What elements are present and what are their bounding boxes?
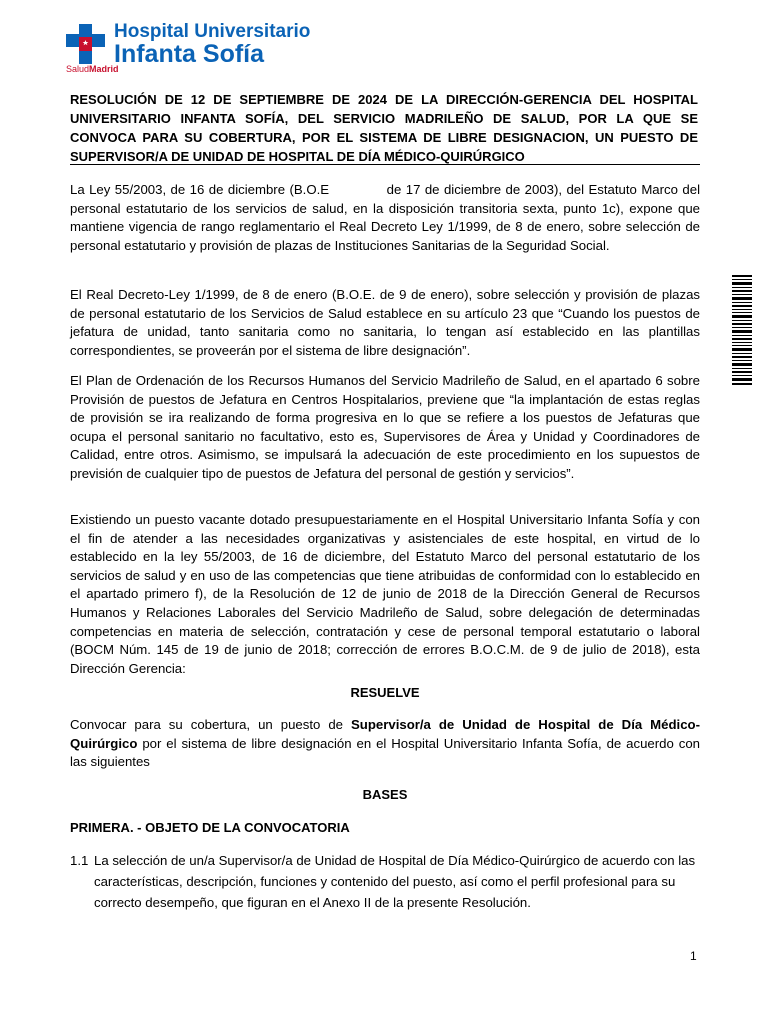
- paragraph-ley-55-2003: La Ley 55/2003, de 16 de diciembre (B.O.E de 17 de diciembre de 2003), del Estatuto Marco del personal estatutario de los servicios de salud, en la disposición transitoria sexta, punto 1c), expone que mantiene vigencia de rango reglamentario el Real Decreto Ley 1/1999, de 8 de enero, sobre selección de personal estatutario y provisión de plazas de Instituciones Sanitarias de la Seguridad Social.: [70, 182, 704, 253]
- resolution-title: RESOLUCIÓN DE 12 DE SEPTIEMBRE DE 2024 DE LA DIRECCIÓN-GERENCIA DEL HOSPITAL UNIVERSITARIO INFANTA SOFÍA, DEL SERVICIO MADRILEÑO DE SALUD, POR LA QUE SE CONVOCA PARA SU COBERTURA, POR EL SISTEMA DE LIBRE DESIGNACION, UN PUESTO DE SUPERVISOR/A DE UNIDAD DE HOSPITAL DE DÍA MÉDICO-QUIRÚRGICO: [70, 92, 698, 164]
- hospital-name-line2: Infanta Sofía: [114, 40, 265, 68]
- list-item: [70, 850, 700, 913]
- bases-heading: BASES: [362, 787, 408, 802]
- hospital-logo: [66, 21, 346, 74]
- item-number: 1.1: [70, 853, 89, 868]
- salud-madrid-cross-icon: [66, 24, 106, 64]
- page-number: 1: [690, 949, 697, 963]
- paragraph-plan-ordenacion: El Plan de Ordenación de los Recursos Humanos del Servicio Madrileño de Salud, en el apartado 6 sobre Provisión de puestos de Jefatura en Centros Hospitalarios, previene que “la implantación de estas reglas de provisión se ira realizando de forma progresiva en lo que se refiere a los puestos de Jefaturas que ocupa el personal sanitario no facultativo, esto es, Supervisores de Área y Unidad y Coordinadores de Calidad, entre otros. Asimismo, se impulsará la adecuación de este procedimiento en los supuestos de previsión de cualquier tipo de puestos de Jefatura del personal de gestión y servicios”.: [70, 373, 700, 481]
- item-text: La selección de un/a Supervisor/a de Unidad de Hospital de Día Médico-Quirúrgico de acuerdo con las características, descripción, funciones y contenido del puesto, así como el perfil profesional para su correcto desempeño, que figuran en el Anexo II de la presente Resolución.: [94, 853, 696, 910]
- paragraph-existiendo: Existiendo un puesto vacante dotado presupuestariamente en el Hospital Universitario Infanta Sofía y con el fin de atender a las necesidades organizativas y asistenciales de este hospital, en virtud de lo establecido en la ley 55/2003, de 16 de diciembre, del Estatuto Marco del personal estatutario de los servicios de salud y en uso de las competencias que tiene atribuidas de conformidad con lo establecido en el apartado primero f), de la Resolución de 12 de junio de 2018 de la Dirección General de Recursos Humanos y Relaciones Laborales del Servicio Madrileño de Salud, sobre delegación de determinadas competencias en materia de selección, contratación y cese de personal temporal estatutario o laboral (BOCM Núm. 145 de 19 de junio de 2018; corrección de errores B.O.C.M. de 9 de julio de 2018), esta Dirección Gerencia:: [70, 512, 700, 676]
- section-primera-heading: PRIMERA. - OBJETO DE LA CONVOCATORIA: [70, 820, 350, 835]
- resuelve-heading: RESUELVE: [350, 685, 420, 700]
- paragraph-real-decreto: El Real Decreto-Ley 1/1999, de 8 de enero (B.O.E. de 9 de enero), sobre selección y provisión de plazas de personal estatutario de los Servicios de Salud establece en su artículo 23 que “Cuando los puestos de jefatura de unidad, tanto sanitaria como no sanitaria, lo tengan así establecido en las plantillas correspondientes, se proveerán por el sistema de libre designación”.: [70, 287, 700, 358]
- hospital-name-line1: Hospital Universitario: [114, 21, 311, 42]
- title-divider: [70, 164, 700, 165]
- salud-madrid-label: SaludMadrid: [66, 64, 119, 74]
- convocar-paragraph: Convocar para su cobertura, un puesto de Supervisor/a de Unidad de Hospital de Día Médico-Quirúrgico por el sistema de libre designación en el Hospital Universitario Infanta Sofía, de acuerdo con las siguientes: [70, 717, 701, 770]
- hospital-name: [114, 22, 310, 67]
- barcode-icon: [732, 275, 752, 385]
